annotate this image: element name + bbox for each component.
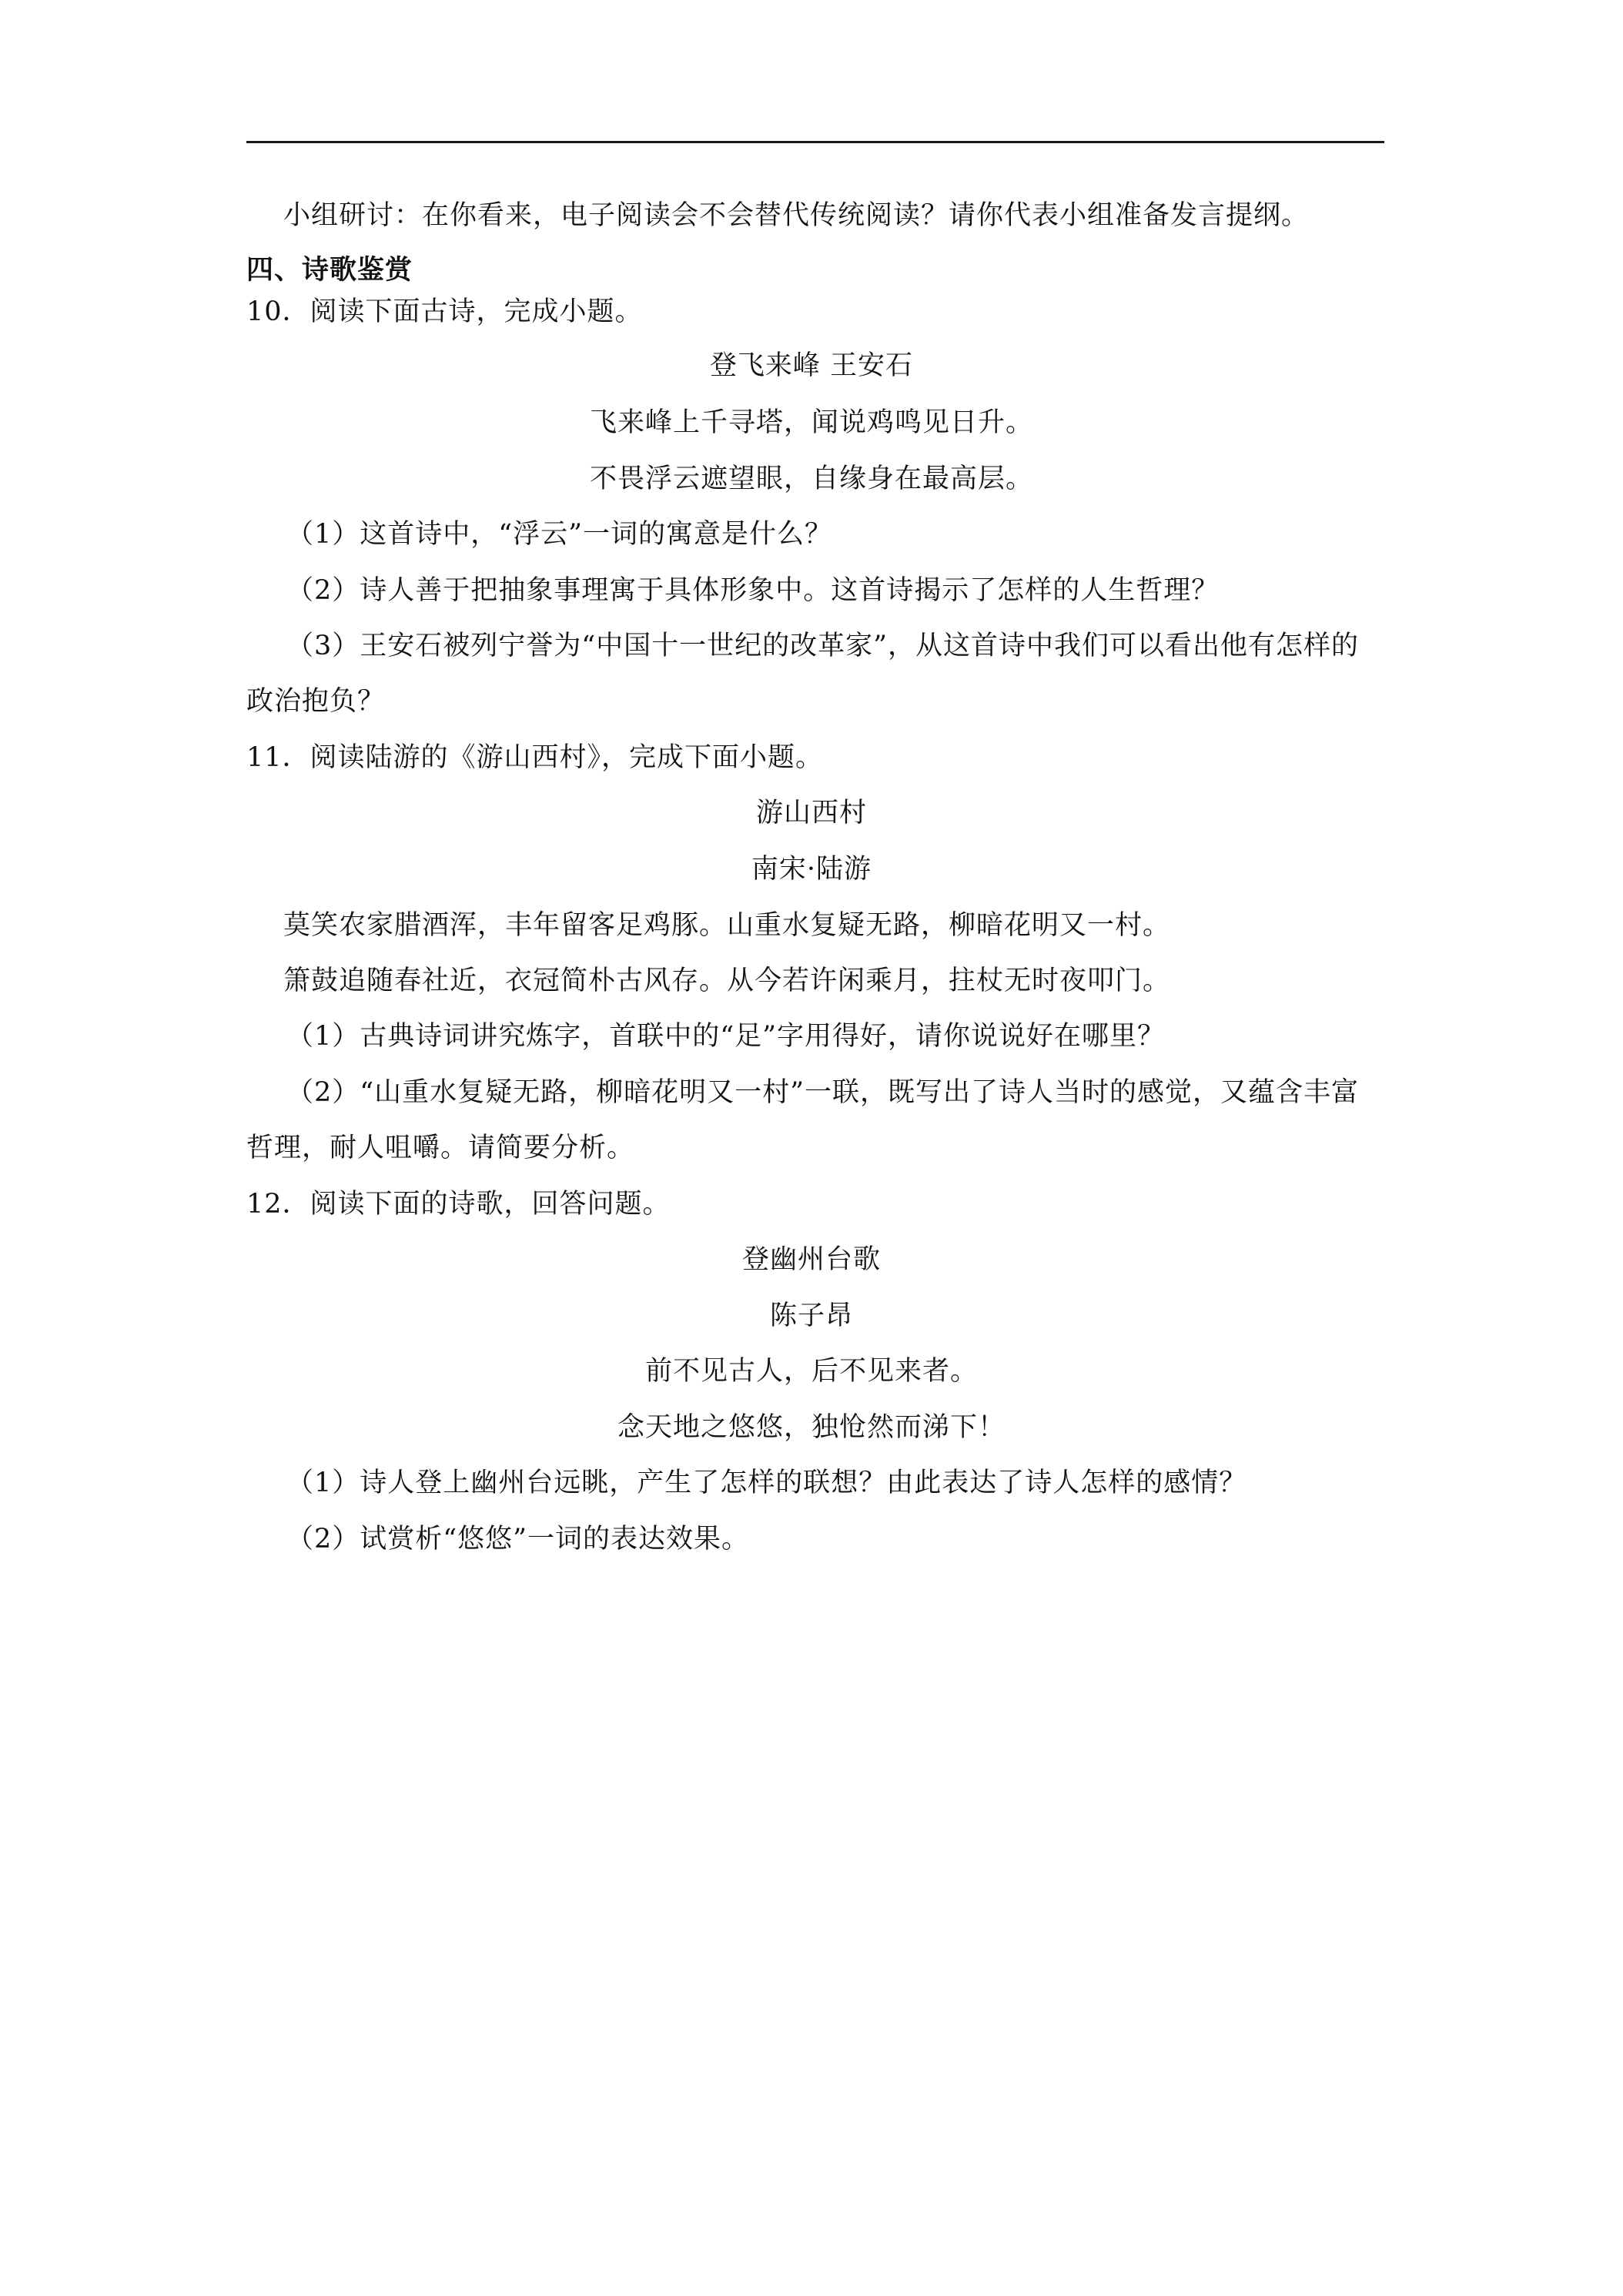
poem-title-author: 登飞来峰 王安石 bbox=[709, 350, 914, 381]
sub-question-continuation: 政治抱负？ bbox=[246, 686, 386, 717]
question-10-prompt: 10．阅读下面古诗，完成小题。 bbox=[246, 296, 643, 327]
sub-question: （2）诗人善于把抽象事理寓于具体形象中。这首诗揭示了怎样的人生哲理？ bbox=[286, 575, 1220, 606]
question-11-prompt: 11．阅读陆游的《游山西村》，完成下面小题。 bbox=[246, 742, 824, 773]
sub-question: （1）诗人登上幽州台远眺，产生了怎样的联想？由此表达了诗人怎样的感情？ bbox=[286, 1468, 1247, 1498]
sub-question: （1）这首诗中，“浮云”一词的寓意是什么？ bbox=[286, 519, 833, 550]
discussion-text: 小组研讨：在你看来，电子阅读会不会替代传统阅读？请你代表小组准备发言提纲。 bbox=[283, 200, 1310, 231]
sub-question-continuation: 哲理，耐人咀嚼。请简要分析。 bbox=[246, 1133, 635, 1163]
sub-question: （2）“山重水复疑无路，柳暗花明又一村”一联，既写出了诗人当时的感觉，又蕴含丰富 bbox=[286, 1077, 1360, 1108]
poem-line: 飞来峰上千寻塔，闻说鸡鸣见日升。 bbox=[589, 407, 1033, 438]
sub-question: （3）王安石被列宁誉为“中国十一世纪的改革家”，从这首诗中我们可以看出他有怎样的 bbox=[286, 631, 1360, 661]
poem-author: 南宋·陆游 bbox=[751, 854, 872, 885]
poem-author: 陈子昂 bbox=[769, 1300, 853, 1331]
sub-question: （1）古典诗词讲究炼字，首联中的“足”字用得好，请你说说好在哪里？ bbox=[286, 1021, 1166, 1052]
poem-title: 登幽州台歌 bbox=[741, 1244, 881, 1275]
poem-line: 念天地之悠悠，独怆然而涕下！ bbox=[617, 1412, 1006, 1443]
sub-question: （2）试赏析“悠悠”一词的表达效果。 bbox=[286, 1524, 750, 1555]
poem-line: 箫鼓追随春社近，衣冠简朴古风存。从今若许闲乘月，拄杖无时夜叩门。 bbox=[283, 966, 1171, 996]
section-heading: 四、诗歌鉴赏 bbox=[246, 254, 413, 286]
poem-line: 前不见古人，后不见来者。 bbox=[644, 1356, 978, 1387]
poem-line: 不畏浮云遮望眼，自缘身在最高层。 bbox=[589, 464, 1033, 494]
header-rule bbox=[246, 141, 1384, 143]
question-12-prompt: 12．阅读下面的诗歌，回答问题。 bbox=[246, 1189, 671, 1220]
poem-line: 莫笑农家腊酒浑，丰年留客足鸡豚。山重水复疑无路，柳暗花明又一村。 bbox=[283, 910, 1171, 941]
poem-title: 游山西村 bbox=[755, 798, 867, 828]
